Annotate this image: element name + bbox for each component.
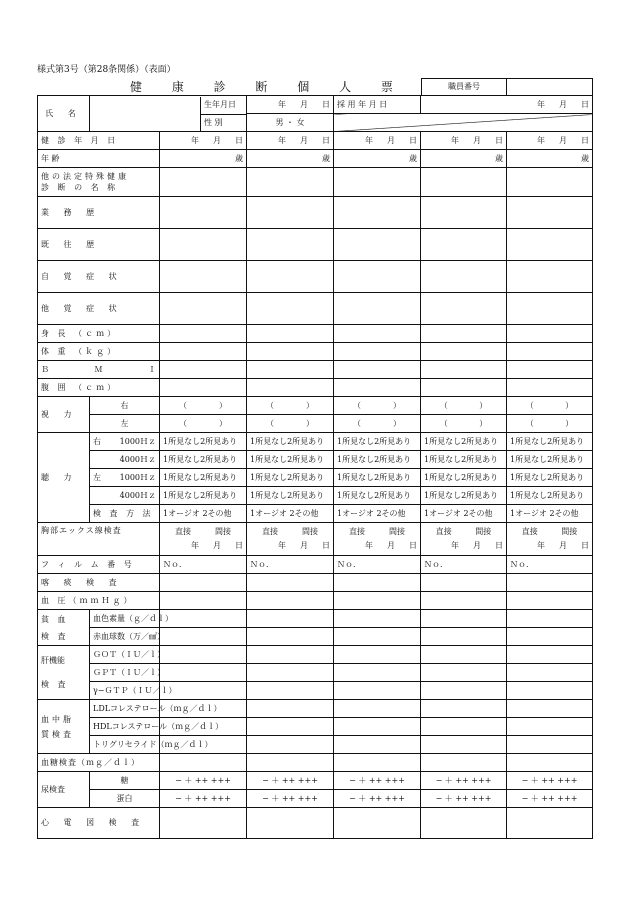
form-caption: 様式第3号（第28条関係）（表面） [37,65,176,75]
urine-protein-row: 蛋白 − ＋ ++ +++ − ＋ ++ +++ − ＋ ++ +++ − ＋ ++ +++ − ＋ ++ +++ [38,790,593,808]
sputum-label: 喀 痰 検 査 [38,574,160,592]
ggtp-row: γ−ＧＴＰ（ＩＵ／ｌ） [38,682,593,700]
bmi-label: Ｂ Ｍ Ｉ [38,361,160,379]
form-title: 健 康 診 断 個 人 票 [130,80,406,94]
other-law-label: 他の法定特殊健康 診 断 の 名 称 [38,168,160,197]
waist-row [38,379,593,397]
work-history-row [38,197,593,229]
tg-row: トリグリセライド（ｍｇ／ｄｌ） [38,736,593,754]
hearing-left-4000-row: 4000Ｈｚ 1所見なし2所見あり 1所見なし2所見あり 1所見なし2所見あり 1所見なし2所見あり 1所見なし2所見あり [38,487,593,505]
chest-xray-label: 胸部エックス線検査 [38,523,160,556]
hearing-method-row: 検 査 方 法 1オージオ 2その他 1オージオ 2その他 1オージオ 2その他 1オージオ 2その他 1オージオ 2その他 [38,505,593,523]
health-record-table: 氏 名 生年月日 性 別 年 月 日 採 用 年 月 日 年 月 日 男 ・ 女 健 診 年 月 日 年 月 日 年 月 日 年 月 日 年 月 日 年 月 日 年 齢 歳 歳 歳 歳 歳 他の法定特殊健康 診 断 の 名 称 業 務 歴 既 往 歴 自 覚 症 状 他 覚 症 状 身 長 （ｃｍ） 体 重 （ｋｇ） Ｂ Ｍ Ｉ 腹 囲 （ｃｍ） 視 力 右 （ ） （ ） （ ） （ ） （ ） 左 （ ） （ ） （ ） （ ） （ ） 聴 力 右 1000Ｈｚ 1所見なし2所見あり 1所見なし2所見あり 1所見なし2所見あり 1所見なし2所見あり 1所見なし2所見あり 4000Ｈｚ 1所見なし2所見あり 1所見なし2所見あり 1所見なし2所見あり 1所見なし2所見あり 1所見なし2所見あり 左 1000Ｈｚ 1所見なし2所見あり 1所見なし2所見あり 1所見なし2所見あり 1所見なし2所見あり 1所見なし2所見あり 4000Ｈｚ 1所見なし2所見あり 1所見なし2所見あり 1所見なし2所見あり 1所見なし2所見あり 1所見なし2所見あり 検 査 方 法 1オージオ 2その他 1オージオ 2その他 1オージオ 2その他 1オージオ 2その他 1オージオ 2その他 胸部エックス線検査 直接 間接 年 月 日 直接 間接 年 月 日 直接 間接 年 月 日 直接 間接 年 月 日 直接 間接 年 月 日 フ ィ ル ム 番 号 Ｎｏ． Ｎｏ． Ｎｏ． Ｎｏ． Ｎｏ． 喀 痰 検 査 血 圧（ｍｍＨｇ） 貧 血 検 査 血色素量（ｇ／ｄｌ） 赤血球数（万／㎣） 肝機能 検 査 ＧＯＴ（ＩＵ／ｌ） ＧＰＴ（ＩＵ／ｌ） γ−ＧＴＰ（ＩＵ／ｌ） 血中脂 質検査 LDLコレステロール（ｍｇ／ｄｌ） HDLコレステロール（ｍｇ／ｄｌ） トリグリセライド（ｍｇ／ｄｌ） 血糖検査（ｍｇ／ｄｌ） 尿検査 糖 − ＋ ++ +++ − ＋ ++ +++ − ＋ ++ +++ − ＋ ++ +++ − ＋ ++ +++ 蛋白 − ＋ ++ +++ − ＋ ++ +++ − ＋ ++ +++ − ＋ ++ +++ − ＋ ++ +++ 心 電 図 検 査 [37,95,593,839]
vision-label: 視 力 [38,397,90,433]
rbc-row: 赤血球数（万／㎣） [38,628,593,646]
name-label: 氏 名 [38,96,90,132]
film-number-label: フ ィ ル ム 番 号 [38,556,160,574]
name-row [38,96,593,114]
bmi-row [38,361,593,379]
age-row: 年 齢 歳 歳 歳 歳 歳 [38,150,593,168]
vision-left-row: 左 （ ） （ ） （ ） （ ） （ ） [38,415,593,433]
height-label: 身 長 （ｃｍ） [38,325,160,343]
ecg-row [38,808,593,839]
ldl-row: 血中脂 質検査 LDLコレステロール（ｍｇ／ｄｌ） [38,700,593,718]
staff-number-box [421,78,593,96]
got-row: 肝機能 検 査 ＧＯＴ（ＩＵ／ｌ） [38,646,593,664]
hdl-row: HDLコレステロール（ｍｇ／ｄｌ） [38,718,593,736]
height-row [38,325,593,343]
ecg-label: 心 電 図 検 査 [38,808,160,839]
sex-value[interactable]: 男 ・ 女 [247,114,334,132]
past-history-label: 既 往 歴 [38,229,160,261]
other-law-row [38,168,593,197]
blood-sugar-label: 血糖検査（ｍｇ／ｄｌ） [38,754,160,772]
vision-right-row: 視 力 右 （ ） （ ） （ ） （ ） （ ） [38,397,593,415]
subjective-label: 自 覚 症 状 [38,261,160,293]
lipid-label: 血中脂 質検査 [38,700,90,754]
hearing-right-1000-row: 聴 力 右 1000Ｈｚ 1所見なし2所見あり 1所見なし2所見あり 1所見なし2所見あり 1所見なし2所見あり 1所見なし2所見あり [38,433,593,451]
blood-sugar-row [38,754,593,772]
waist-label: 腹 囲 （ｃｍ） [38,379,160,397]
hire-date-field[interactable]: 年 月 日 [421,96,593,114]
hire-date-label: 採 用 年 月 日 [334,96,421,114]
staff-number-field[interactable] [507,79,592,95]
hearing-label: 聴 力 [38,433,90,523]
liver-label: 肝機能 検 査 [38,646,90,700]
work-history-label: 業 務 歴 [38,197,160,229]
name-field[interactable] [90,96,247,132]
weight-label: 体 重 （ｋｇ） [38,343,160,361]
gpt-row: ＧＰＴ（ＩＵ／ｌ） [38,664,593,682]
exam-date-row: 健 診 年 月 日 年 月 日 年 月 日 年 月 日 年 月 日 年 月 日 [38,132,593,150]
urine-sugar-row: 尿検査 糖 − ＋ ++ +++ − ＋ ++ +++ − ＋ ++ +++ − ＋ ++ +++ − ＋ ++ +++ [38,772,593,790]
objective-row [38,293,593,325]
sex-label: 性 別 [204,117,223,127]
urine-label: 尿検査 [38,772,90,808]
hemoglobin-row: 貧 血 検 査 血色素量（ｇ／ｄｌ） [38,610,593,628]
anemia-label: 貧 血 検 査 [38,610,90,646]
hearing-left-1000-row: 左 1000Ｈｚ 1所見なし2所見あり 1所見なし2所見あり 1所見なし2所見あり 1所見なし2所見あり 1所見なし2所見あり [38,469,593,487]
objective-label: 他 覚 症 状 [38,293,160,325]
weight-row [38,343,593,361]
staff-number-label: 職員番号 [422,79,507,95]
blood-pressure-row [38,592,593,610]
hearing-right-4000-row: 4000Ｈｚ 1所見なし2所見あり 1所見なし2所見あり 1所見なし2所見あり 1所見なし2所見あり 1所見なし2所見あり [38,451,593,469]
age-label: 年 齢 [38,150,160,168]
blood-pressure-label: 血 圧（ｍｍＨｇ） [38,592,160,610]
birth-date-field[interactable]: 年 月 日 [247,96,334,114]
subjective-row [38,261,593,293]
past-history-row [38,229,593,261]
diagonal-blank [334,114,593,132]
birth-label: 生年月日 [201,97,246,115]
film-number-row: フ ィ ル ム 番 号 Ｎｏ． Ｎｏ． Ｎｏ． Ｎｏ． Ｎｏ． [38,556,593,574]
exam-date-label: 健 診 年 月 日 [38,132,160,150]
sputum-row [38,574,593,592]
